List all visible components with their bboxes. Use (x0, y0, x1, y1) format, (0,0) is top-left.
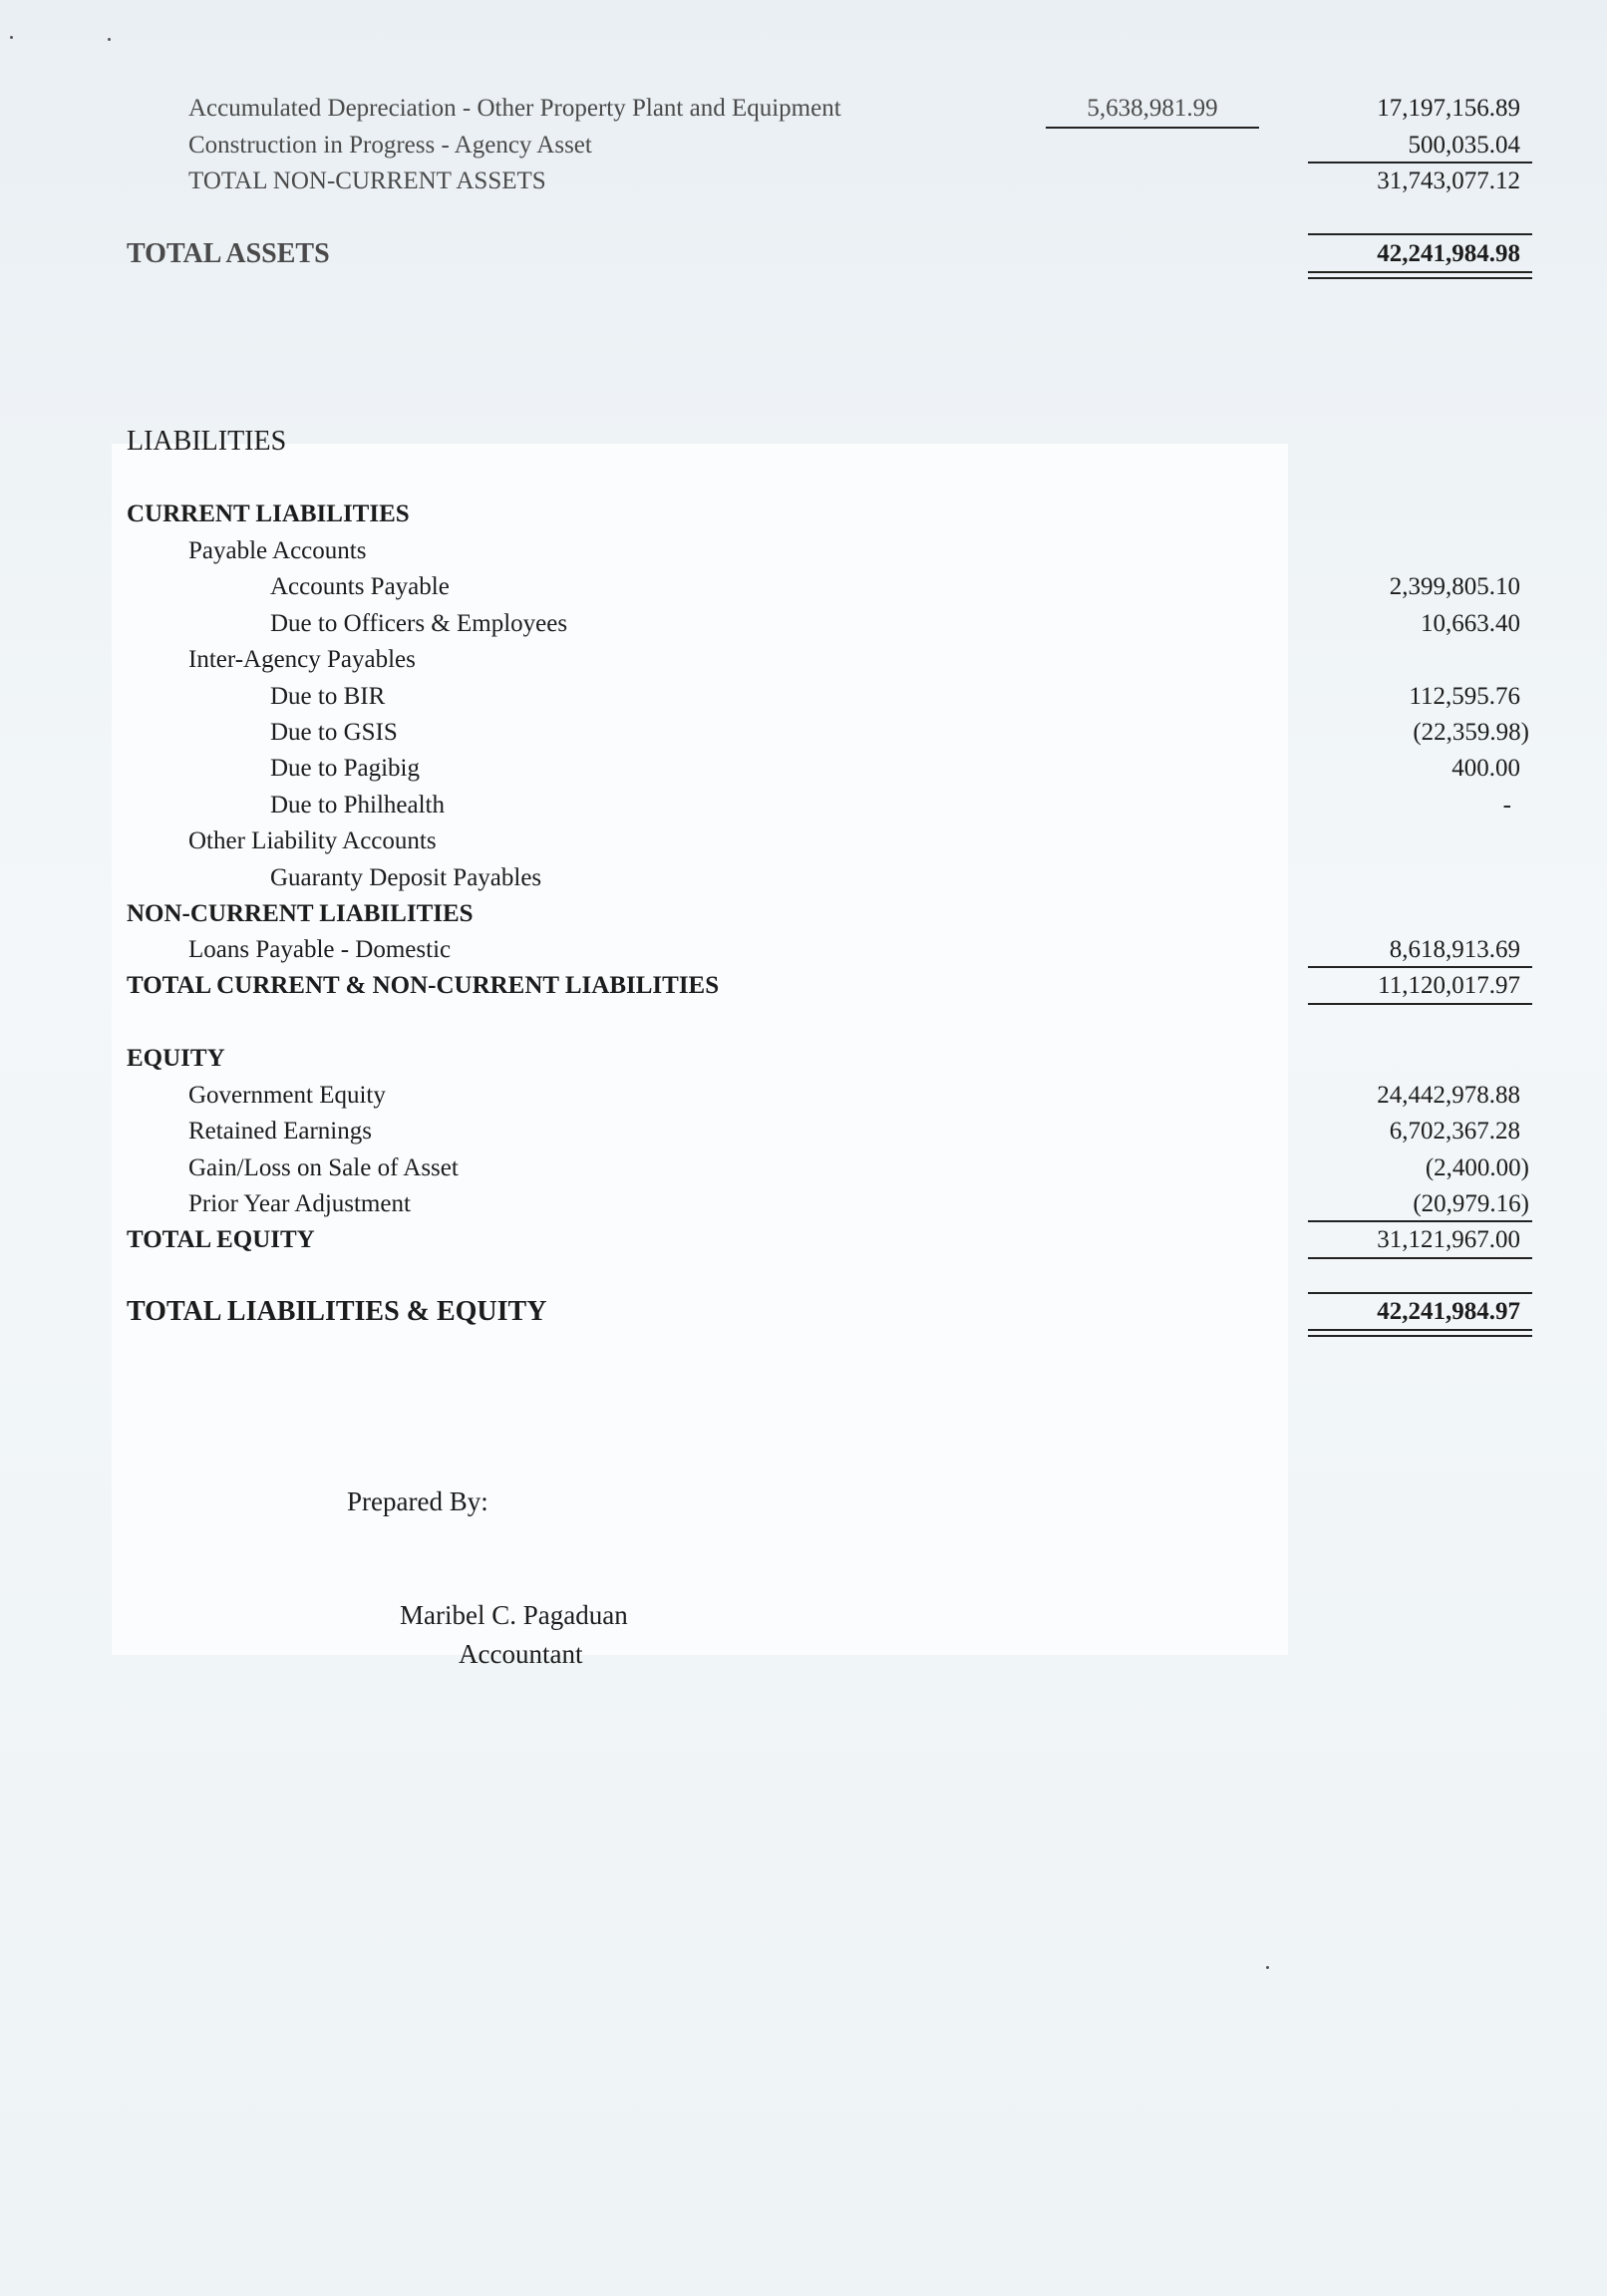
construction-in-progress-amount: 500,035.04 (1408, 132, 1520, 159)
total-double-rule (1308, 1329, 1532, 1337)
total-equity-label: TOTAL EQUITY (127, 1226, 315, 1253)
total-double-rule (1308, 271, 1532, 279)
due-to-bir-label: Due to BIR (270, 683, 386, 710)
loans-payable-domestic-label: Loans Payable - Domestic (188, 936, 452, 963)
total-non-current-assets-label: TOTAL NON-CURRENT ASSETS (188, 167, 546, 194)
liabilities-heading: LIABILITIES (127, 426, 287, 457)
subtotal-rule (1308, 1257, 1532, 1259)
equity-heading: EQUITY (127, 1045, 225, 1072)
retained-earnings-label: Retained Earnings (188, 1118, 372, 1145)
total-rule (1308, 233, 1532, 235)
scan-speck (1266, 1966, 1269, 1969)
accumulated-depreciation-amount: 17,197,156.89 (1377, 95, 1520, 122)
inter-agency-payables-label: Inter-Agency Payables (188, 646, 416, 673)
subtotal-rule (1308, 1003, 1532, 1005)
government-equity-amount: 24,442,978.88 (1377, 1082, 1520, 1109)
gain-loss-sale-amount: (2,400.00) (1425, 1154, 1529, 1181)
due-to-bir-amount: 112,595.76 (1409, 683, 1520, 710)
subtotal-rule (1308, 1220, 1532, 1222)
total-equity-amount: 31,121,967.00 (1377, 1226, 1520, 1253)
accumulated-depreciation-mid-amount: 5,638,981.99 (1087, 95, 1218, 122)
subtotal-rule (1308, 966, 1532, 968)
due-to-pagibig-label: Due to Pagibig (270, 755, 420, 782)
total-assets-amount: 42,241,984.98 (1377, 240, 1520, 267)
preparer-title: Accountant (459, 1639, 583, 1669)
government-equity-label: Government Equity (188, 1082, 386, 1109)
due-to-officers-amount: 10,663.40 (1421, 610, 1520, 637)
total-non-current-assets-amount: 31,743,077.12 (1377, 167, 1520, 194)
due-to-gsis-amount: (22,359.98) (1413, 719, 1529, 746)
mid-column-underline (1046, 127, 1259, 129)
gain-loss-sale-label: Gain/Loss on Sale of Asset (188, 1154, 459, 1181)
due-to-gsis-label: Due to GSIS (270, 719, 398, 746)
total-liabilities-equity-amount: 42,241,984.97 (1377, 1298, 1520, 1325)
scan-speck (108, 38, 111, 41)
prior-year-adjustment-amount: (20,979.16) (1413, 1190, 1529, 1217)
guaranty-deposit-payables-label: Guaranty Deposit Payables (270, 864, 542, 891)
construction-in-progress-label: Construction in Progress - Agency Asset (188, 132, 592, 159)
current-liabilities-heading: CURRENT LIABILITIES (127, 500, 410, 527)
total-rule (1308, 1292, 1532, 1294)
due-to-philhealth-label: Due to Philhealth (270, 792, 445, 819)
accounts-payable-amount: 2,399,805.10 (1389, 573, 1520, 600)
total-liabilities-equity-label: TOTAL LIABILITIES & EQUITY (127, 1296, 547, 1327)
accounts-payable-label: Accounts Payable (270, 573, 450, 600)
total-liabilities-amount: 11,120,017.97 (1378, 972, 1520, 999)
subtotal-rule (1308, 162, 1532, 164)
retained-earnings-amount: 6,702,367.28 (1389, 1118, 1520, 1145)
loans-payable-domestic-amount: 8,618,913.69 (1389, 936, 1520, 963)
due-to-philhealth-amount: - (1502, 792, 1511, 819)
total-liabilities-label: TOTAL CURRENT & NON-CURRENT LIABILITIES (127, 972, 720, 999)
accumulated-depreciation-label: Accumulated Depreciation - Other Property Plant and Equipment (188, 95, 841, 122)
total-assets-label: TOTAL ASSETS (127, 238, 330, 269)
other-liability-accounts-label: Other Liability Accounts (188, 827, 437, 854)
due-to-pagibig-amount: 400.00 (1451, 755, 1520, 782)
prior-year-adjustment-label: Prior Year Adjustment (188, 1190, 411, 1217)
preparer-name: Maribel C. Pagaduan (400, 1600, 628, 1630)
non-current-liabilities-heading: NON-CURRENT LIABILITIES (127, 900, 474, 927)
prepared-by-label: Prepared By: (347, 1486, 488, 1516)
due-to-officers-label: Due to Officers & Employees (270, 610, 568, 637)
scan-speck (10, 36, 13, 39)
payable-accounts-label: Payable Accounts (188, 537, 367, 564)
